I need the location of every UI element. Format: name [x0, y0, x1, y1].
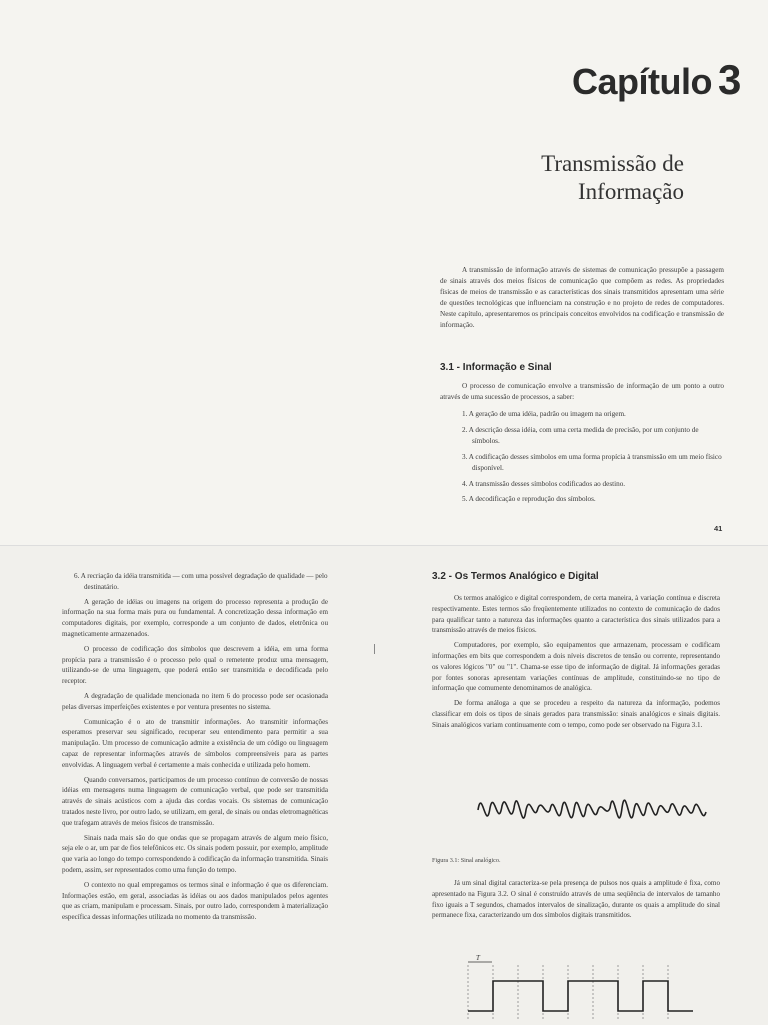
chapter-number: 3 [717, 56, 741, 103]
digital-waveform [468, 981, 693, 1011]
chapter-label [572, 56, 741, 104]
right-paragraph: Computadores, por exemplo, são equipamentos que armazenam, processam e codificam informações em bits que correspondem a dois níveis discretos de tensão ou corrente, representando os valores lógicos "0" ou "1". Chama-se esse tipo de informação de digital. Já informações geradas por fontes sonoras apresentam variações contínuas de amplitude, constituindo-se no tipo de informação que comumente denominamos de analógica. [432, 641, 720, 693]
process-step: 1. A geração de uma idéia, padrão ou imagem na origem. [462, 410, 626, 418]
left-paragraph: A degradação de qualidade mencionada no item 6 do processo pode ser ocasionada pelas diversas imperfeições existentes e por ventura presentes no sistema. [62, 691, 328, 711]
right-column [432, 593, 720, 735]
chapter-title-line-2: Informação [578, 179, 684, 204]
chapter-title [508, 150, 684, 206]
analog-signal-figure [476, 778, 712, 842]
right-paragraph: Já um sinal digital caracteriza-se pela presença de pulsos nos quais a amplitude é fixa, como apresentado na Figura 3.2. O sinal é construído através de uma seqüência de intervalos de tamanho fixo iguais a T segundos, chamados intervalos de sinalização, durante os quais a amplitude do sinal permanece fixa, caracterizando um dos símbolos digitais transmitidos. [432, 879, 720, 920]
right-paragraph: Os termos analógico e digital correspondem, de certa maneira, à variação contínua e discreta respectivamente. Estes termos são freqüentemente utilizados no contexto de comunicação de dados para qualificar tanto a natureza das informações quanto a característica dos sinais utilizados para a transmissão através de meios físicos. [432, 594, 720, 635]
right-column-continued [432, 878, 720, 925]
margin-mark [374, 644, 375, 654]
process-step-6: 6. A recriação da idéia transmitida — com uma possível degradação de qualidade — pelo destinatário. [74, 572, 328, 591]
left-column [62, 571, 328, 927]
left-paragraph: A geração de idéias ou imagens na origem do processo representa a produção de informação na sua forma mais pura ou fundamental. A concretização dessa informação em computadores digitais, por exemplo, corresponde a um conjunto de dados, eletrônica ou magneticamente armazenados. [62, 597, 328, 638]
process-steps-list [462, 409, 724, 510]
left-paragraph: O processo de codificação dos símbolos que descrevem a idéia, em uma forma propícia para a transmissão é o processo pelo qual o remetente produz uma mensagem, utilizando-se de uma linguagem, que poderá então ser transmitida e decodificada pelo receptor. [62, 644, 328, 686]
figure-3-1-caption: Figura 3.1: Sinal analógico. [432, 857, 501, 864]
process-step: 2. A descrição dessa idéia, com uma certa medida de precisão, por um conjunto de símbolos. [462, 425, 699, 445]
chapter-intro: A transmissão de informação através de sistemas de comunicação pressupõe a passagem de sinais através dos meios físicos de comunicação que compõem as redes. As propriedades físicas de meios de transmissão e as características dos sinais transmitidos apresentam uma série de questões tecnológicas que influenciam na construção e no projeto de redes de computadores. Neste capítulo, apresentaremos os principais conceitos envolvidos na codificação e transmissão de informação. [440, 266, 724, 329]
process-step: 3. A codificação desses símbolos em uma forma propícia à transmissão em um meio físico disponível. [462, 452, 722, 472]
analog-waveform [478, 800, 706, 818]
process-step: 4. A transmissão desses símbolos codificados ao destino. [462, 479, 626, 488]
section-3-1-heading: 3.1 - Informação e Sinal [440, 362, 552, 373]
right-paragraph: De forma análoga a que se procedeu a respeito da natureza da informação, podemos classificar em dois os tipos de sinais gerados para transmissão: sinais analógicos e sinais digitais. Sinais analógicos variam continuamente com o tempo, como pode ser observado na Figura 3.1. [432, 699, 720, 729]
left-paragraph: Quando conversamos, participamos de um processo contínuo de conversão de nossas idéias em mensagens numa linguagem de comunicação verbal, que pode ser transmitida através de sinais acústicos com a ajuda das cordas vocais. Os sistemas de comunicação tratados neste livro, por outro lado, se utilizam, em geral, de sinais ou ondas eletromagnéticas que trafegam através de meios físicos de transmissão. [62, 775, 328, 827]
left-paragraph: O contexto no qual empregamos os termos sinal e informação é que os diferenciam. Informações estão, em geral, associadas às idéias ou aos dados manipulados pelos agentes que as criam, manipulam e processam. Sinais, por outro lado, correspondem à materialização específica dessas informações utilizada no momento da transmissão. [62, 880, 328, 922]
page-number: 41 [714, 524, 723, 533]
left-paragraph: Sinais nada mais são do que ondas que se propagam através de algum meio físico, seja ele o ar, um par de fios telefônicos etc. Os sinais podem possuir, por exemplo, amplitude que varia ao longo do tempo correspondendo à codificação da informação transmitida. Sinais podem, assim, ser representados como uma função do tempo. [62, 833, 328, 874]
digital-signal-figure [462, 953, 702, 1024]
left-paragraph: Comunicação é o ato de transmitir informações. Ao transmitir informações esperamos preservar seu significado, recuperar seu entendimento para permitir a sua manipulação. Um processo de comunicação admite a existência de um código ou linguagem capaz de representar informações através de símbolos compreensíveis para as partes envolvidas. A linguagem verbal é certamente a mais conhecida e utilizada pelo homem. [62, 717, 328, 769]
chapter-title-line-1: Transmissão de [541, 151, 684, 176]
section-3-2-heading: 3.2 - Os Termos Analógico e Digital [432, 571, 599, 582]
process-step: 5. A decodificação e reprodução dos símbolos. [462, 495, 596, 504]
period-label: T [476, 954, 480, 962]
period-marker [468, 954, 492, 962]
chapter-word: Capítulo [572, 61, 712, 102]
section-3-1-paragraph: O processo de comunicação envolve a transmissão de informação de um ponto a outro através de uma sucessão de processos, a saber: [440, 382, 724, 401]
